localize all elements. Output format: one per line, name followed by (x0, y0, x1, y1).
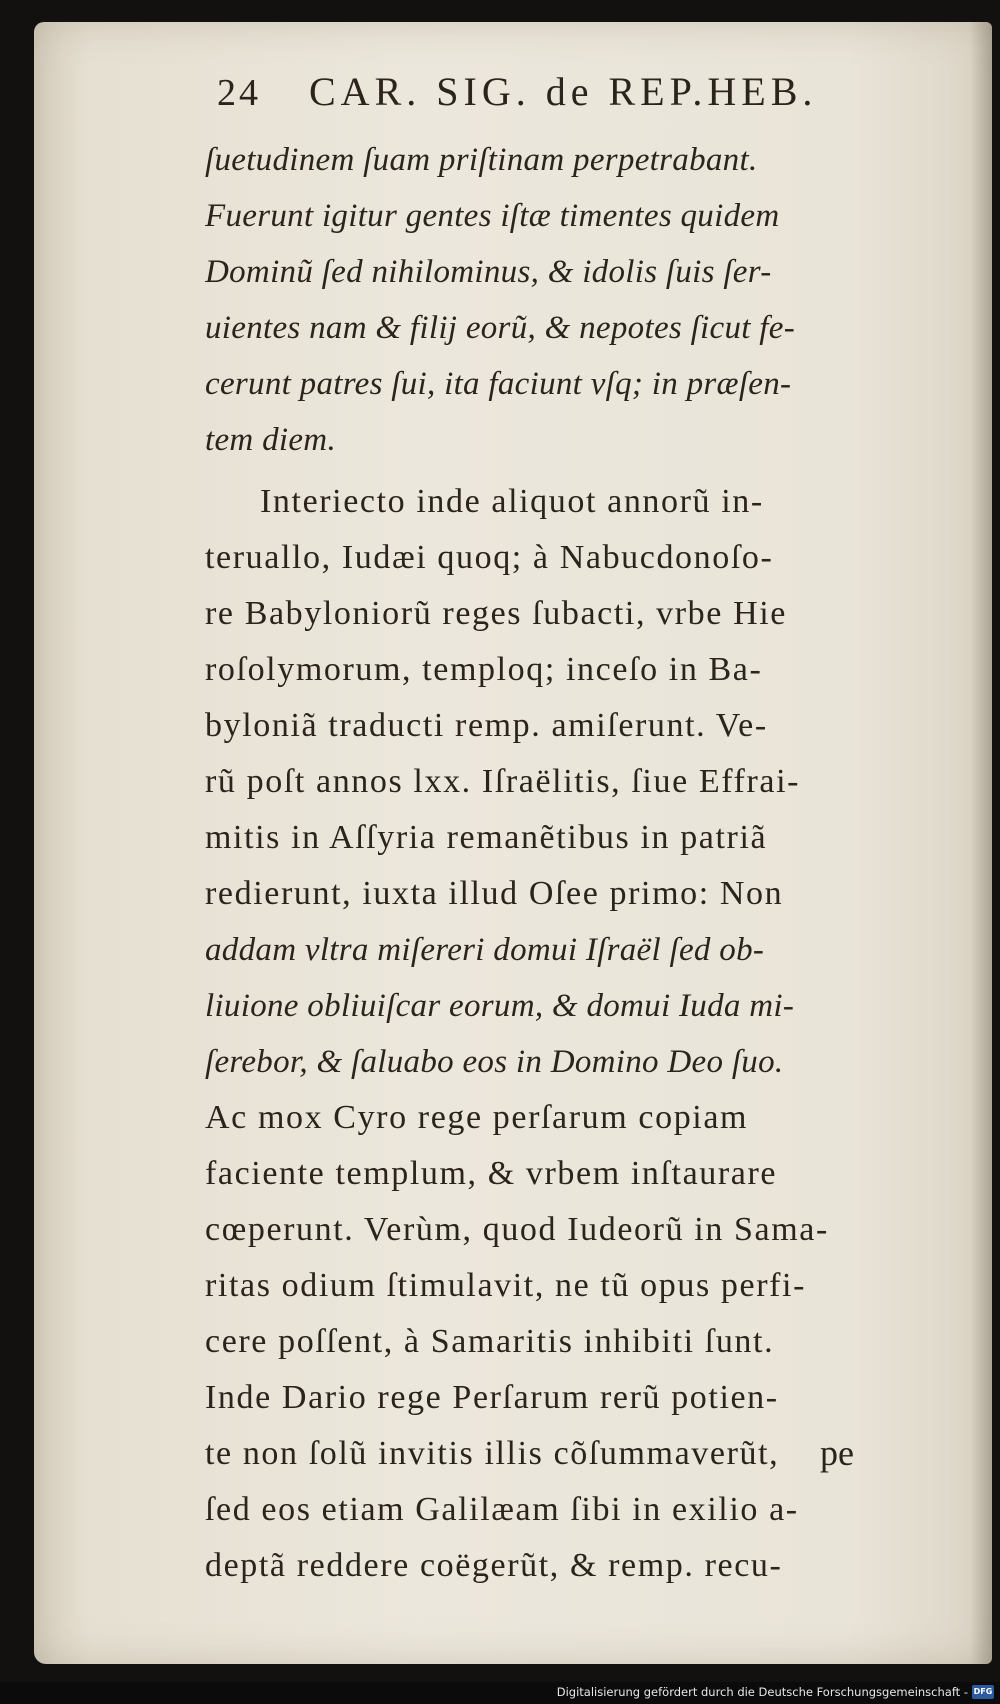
text-line: redierunt, iuxta illud Oſee primo: Non (205, 875, 784, 912)
catchword: pe (820, 1433, 854, 1473)
running-head-title: CAR. SIG. de REP.HEB. (309, 69, 818, 114)
text-line: cœperunt. Verùm, quod Iudeorũ in Sama- (205, 1211, 829, 1248)
text-line: Inde Dario rege Perſarum rerũ potien- (205, 1379, 779, 1416)
text-line: addam vltra miſereri domui Iſraël ſed ob- (205, 932, 765, 968)
text-line: teruallo, Iudæi quoq; à Nabucdonoſo- (205, 539, 774, 576)
page-number: 24 (217, 72, 261, 114)
text-line: liuione obliuiſcar eorum, & domui Iuda mi- (205, 988, 795, 1024)
text-line: roſolymorum, temploq; inceſo in Ba- (205, 651, 763, 688)
text-line: ſuetudinem ſuam priſtinam perpetrabant. (205, 142, 758, 178)
text-line: tem diem. (205, 422, 336, 458)
text-line: faciente templum, & vrbem inſtaurare (205, 1155, 778, 1192)
paragraph-first-line: Interiecto inde aliquot annorũ in- (260, 483, 764, 520)
text-line: mitis in Aſſyria remanẽtibus in patriã (205, 819, 768, 856)
text-line: deptã reddere coëgerũt, & remp. recu- (205, 1547, 783, 1584)
page-text-block (205, 68, 945, 1594)
page-edge-shadow (970, 22, 992, 1664)
text-line: ſed eos etiam Galilæam ſibi in exilio a- (205, 1491, 799, 1528)
text-line: ſerebor, & ſaluabo eos in Domino Deo ſuo. (205, 1044, 784, 1080)
dfg-logo: DFG (972, 1685, 994, 1699)
text-line: Dominũ ſed nihilominus, & idolis ſuis ſer- (205, 254, 772, 290)
text-line: rũ poſt annos lxx. Iſraëlitis, ſiue Effrai- (205, 763, 801, 800)
digitization-credit: Digitalisierung gefördert durch die Deutsche Forschungsgemeinschaft - (556, 1685, 968, 1699)
text-line: Ac mox Cyro rege perſarum copiam (205, 1099, 749, 1136)
text-line: uientes nam & filij eorũ, & nepotes ſicut fe- (205, 310, 795, 346)
text-line: ritas odium ſtimulavit, ne tũ opus perfi- (205, 1267, 807, 1304)
text-line: te non ſolũ invitis illis cõſummaverũt, (205, 1435, 780, 1472)
text-line: cere poſſent, à Samaritis inhibiti ſunt. (205, 1323, 775, 1360)
footer-bar (0, 1682, 1000, 1704)
text-line: Fuerunt igitur gentes iſtæ timentes quidem (205, 198, 780, 234)
running-head (205, 68, 945, 132)
text-line: re Babyloniorũ reges ſubacti, vrbe Hie (205, 595, 787, 632)
text-line: byloniã traducti remp. amiſerunt. Ve- (205, 707, 768, 744)
text-line: cerunt patres ſui, ita faciunt vſq; in præſen- (205, 366, 792, 402)
